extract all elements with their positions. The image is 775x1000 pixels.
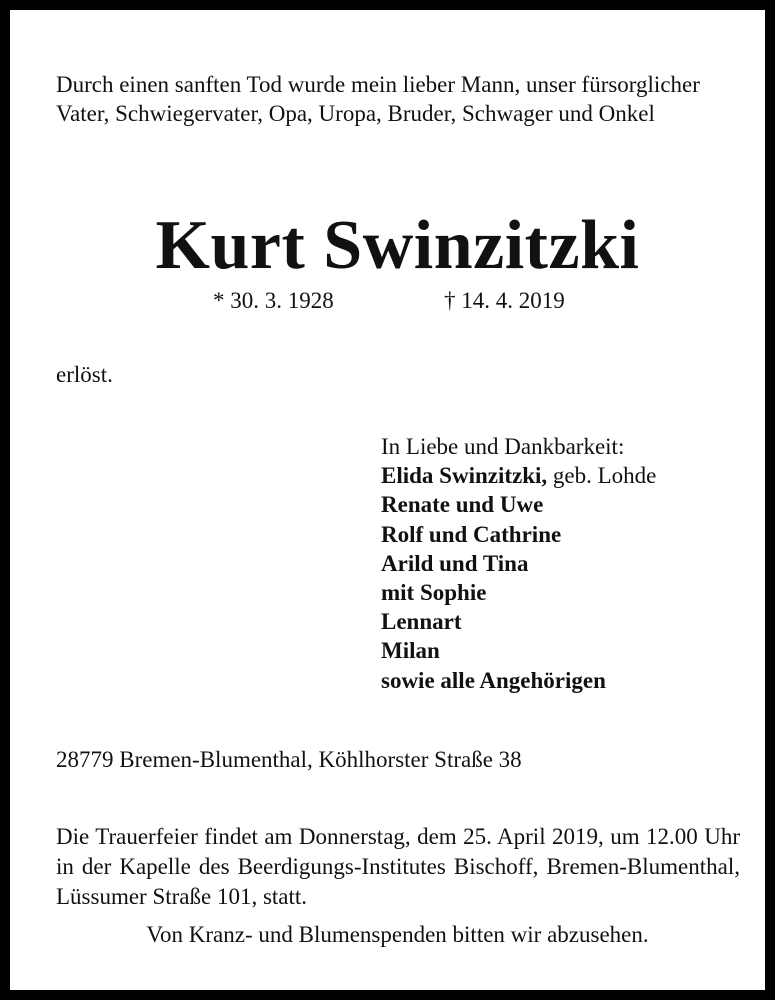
family-member: Rolf und Cathrine [381, 521, 562, 547]
funeral-service-text: Die Trauerfeier findet am Donnerstag, dem 25. April 2019, um 12.00 Uhr in der Kapelle des Beerdigungs-Institutes Bischoff, Bremen-Blumenthal, Lüssumer Straße 101, statt. [56, 824, 740, 909]
spouse-maiden-name: geb. Lohde [552, 463, 657, 489]
family-member: Lennart [381, 609, 462, 635]
flowers-note: Von Kranz- und Blumenspenden bitten wir abzusehen. [146, 922, 649, 947]
address-line: 28779 Bremen-Blumenthal, Köhlhorster Straße 38 [56, 747, 522, 772]
deceased-name: Kurt Swinzitzki [155, 207, 640, 284]
family-signature [381, 432, 761, 695]
family-member: mit Sophie [381, 580, 487, 606]
family-heading: In Liebe und Dankbarkeit: [381, 434, 625, 459]
family-member: Renate und Uwe [381, 492, 544, 518]
spouse-line [381, 461, 761, 490]
family-member: Arild und Tina [381, 550, 529, 576]
family-member: sowie alle Angehörigen [381, 667, 606, 693]
birth-date: * 30. 3. 1928 [213, 288, 334, 313]
released-text: erlöst. [56, 362, 113, 387]
spouse-name: Elida Swinzitzki, [381, 463, 548, 489]
death-date: † 14. 4. 2019 [444, 288, 565, 313]
intro-text: Durch einen sanften Tod wurde mein lieber Mann, unser fürsorglicher Vater, Schwiegervater, Opa, Uropa, Bruder, Schwager und Onkel [56, 72, 700, 126]
family-member: Milan [381, 638, 440, 664]
